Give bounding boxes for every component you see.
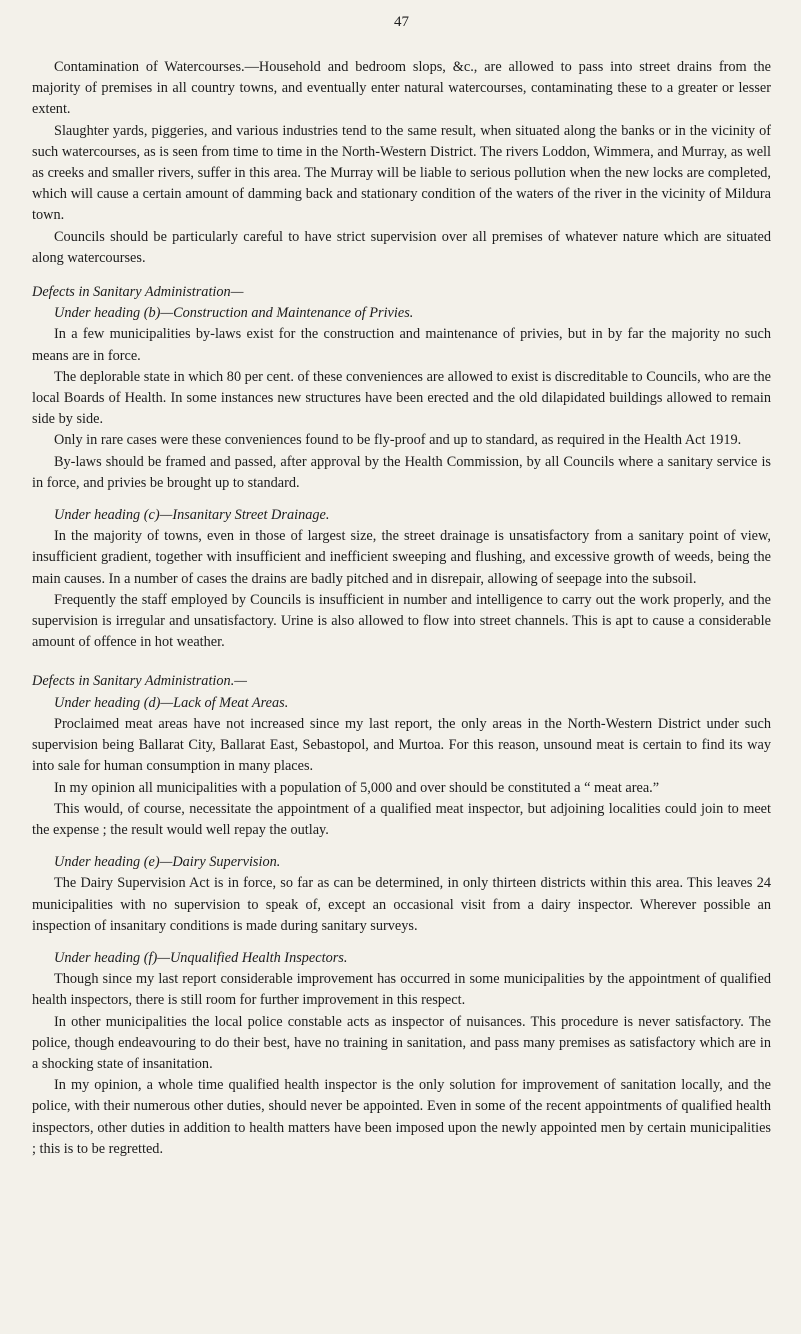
paragraph: In other municipalities the local police constable acts as inspector of nuisances. This procedure is never satisfactory. The police, though endeavouring to do their best, have no training in sanitation, and pass many premises as satisfactory which are in a shocking state of insanitation. [32,1013,771,1072]
paragraph: The Dairy Supervision Act is in force, so far as can be determined, in only thirteen districts within this area. This leaves 24 municipalities with no supervision to speak of, except an occasional visit from a dairy inspector. Wherever possible an inspection of insanitary conditions is made during sanitary surveys. [32,875,771,934]
subsection-heading: Under heading (f)—Unqualified Health Inspectors. [54,949,348,966]
paragraph: Frequently the staff employed by Councils is insufficient in number and intelligence to carry out the work properly, and the supervision is irregular and unsatisfactory. Urine is also allowed to flow into street channels. This is apt to cause a considerable amount of offence in hot weather. [32,591,771,651]
paragraph: Contamination of Watercourses.—Household and bedroom slops, &c., are allowed to pass into street drains from the majority of premises in all country towns, and eventually enter natural watercourses, contaminating these to a greater or lesser extent. [32,59,771,118]
section-heading: Defects in Sanitary Administration.— [32,673,247,690]
paragraph: In a few municipalities by-laws exist for the construction and maintenance of privies, but in by far the majority no such means are in force. [32,326,771,364]
subsection-heading: Under heading (b)—Construction and Maintenance of Privies. [54,305,414,322]
subsection-heading: Under heading (c)—Insanitary Street Drainage. [54,507,330,524]
paragraph: Proclaimed meat areas have not increased since my last report, the only areas in the North-Western District under such supervision being Ballarat City, Ballarat East, Sebastopol, and Murtoa. For this reason, unsound meat is certain to find its way into sale for human consumption in many places. [32,715,771,775]
subsection-heading: Under heading (d)—Lack of Meat Areas. [54,694,289,711]
paragraph: Slaughter yards, piggeries, and various industries tend to the same result, when situated along the banks or in the vicinity of such watercourses, as is seen from time to time in the North-Western District. The rivers Loddon, Wimmera, and Murray, as well as creeks and smaller rivers, suffer in this area. The Murray will be liable to serious pollution when the new locks are completed, which will cause a certain amount of damming back and stationary condition of the waters of the river in the vicinity of Mildura town. [32,122,771,224]
paragraph: In the majority of towns, even in those of largest size, the street drainage is unsatisfactory from a sanitary point of view, insufficient gradient, together with insufficient and inefficient sweeping and flushing, and excessive growth of weeds, being the main causes. In a number of cases the drains are badly pitched and in disrepair, allowing of seepage into the subsoil. [32,528,771,587]
paragraph: Though since my last report considerable improvement has occurred in some municipalities by the appointment of qualified health inspectors, there is still room for further improvement in this respect. [32,971,771,1009]
paragraph: Only in rare cases were these conveniences found to be fly-proof and up to standard, as required in the Health Act 1919. [54,432,742,449]
paragraph: Councils should be particularly careful to have strict supervision over all premises of whatever nature which are situated along watercourses. [32,228,771,266]
paragraph: By-laws should be framed and passed, after approval by the Health Commission, by all Councils where a sanitary service is in force, and privies be brought up to standard. [32,453,771,491]
section-heading: Defects in Sanitary Administration— [32,284,244,301]
subsection-heading: Under heading (e)—Dairy Supervision. [54,854,281,871]
paragraph: In my opinion all municipalities with a population of 5,000 and over should be constituted a “ meat area.” [54,779,660,796]
paragraph: In my opinion, a whole time qualified health inspector is the only solution for improvement of sanitation locally, and the police, with their numerous other duties, should never be appointed. Even in some of the recent appointments of qualified health inspectors, other duties in addition to health matters have been imposed upon the newly appointed men by certain municipalities ; this is to be regretted. [32,1077,771,1157]
paragraph: This would, of course, necessitate the appointment of a qualified meat inspector, but adjoining localities could join to meet the expense ; the result would well repay the outlay. [32,800,771,838]
page-number: 47 [394,14,409,30]
paragraph: The deplorable state in which 80 per cent. of these conveniences are allowed to exist is discreditable to Councils, who are the local Boards of Health. In some instances new structures have been erected and the old dilapidated buildings allowed to remain side by side. [32,368,771,428]
